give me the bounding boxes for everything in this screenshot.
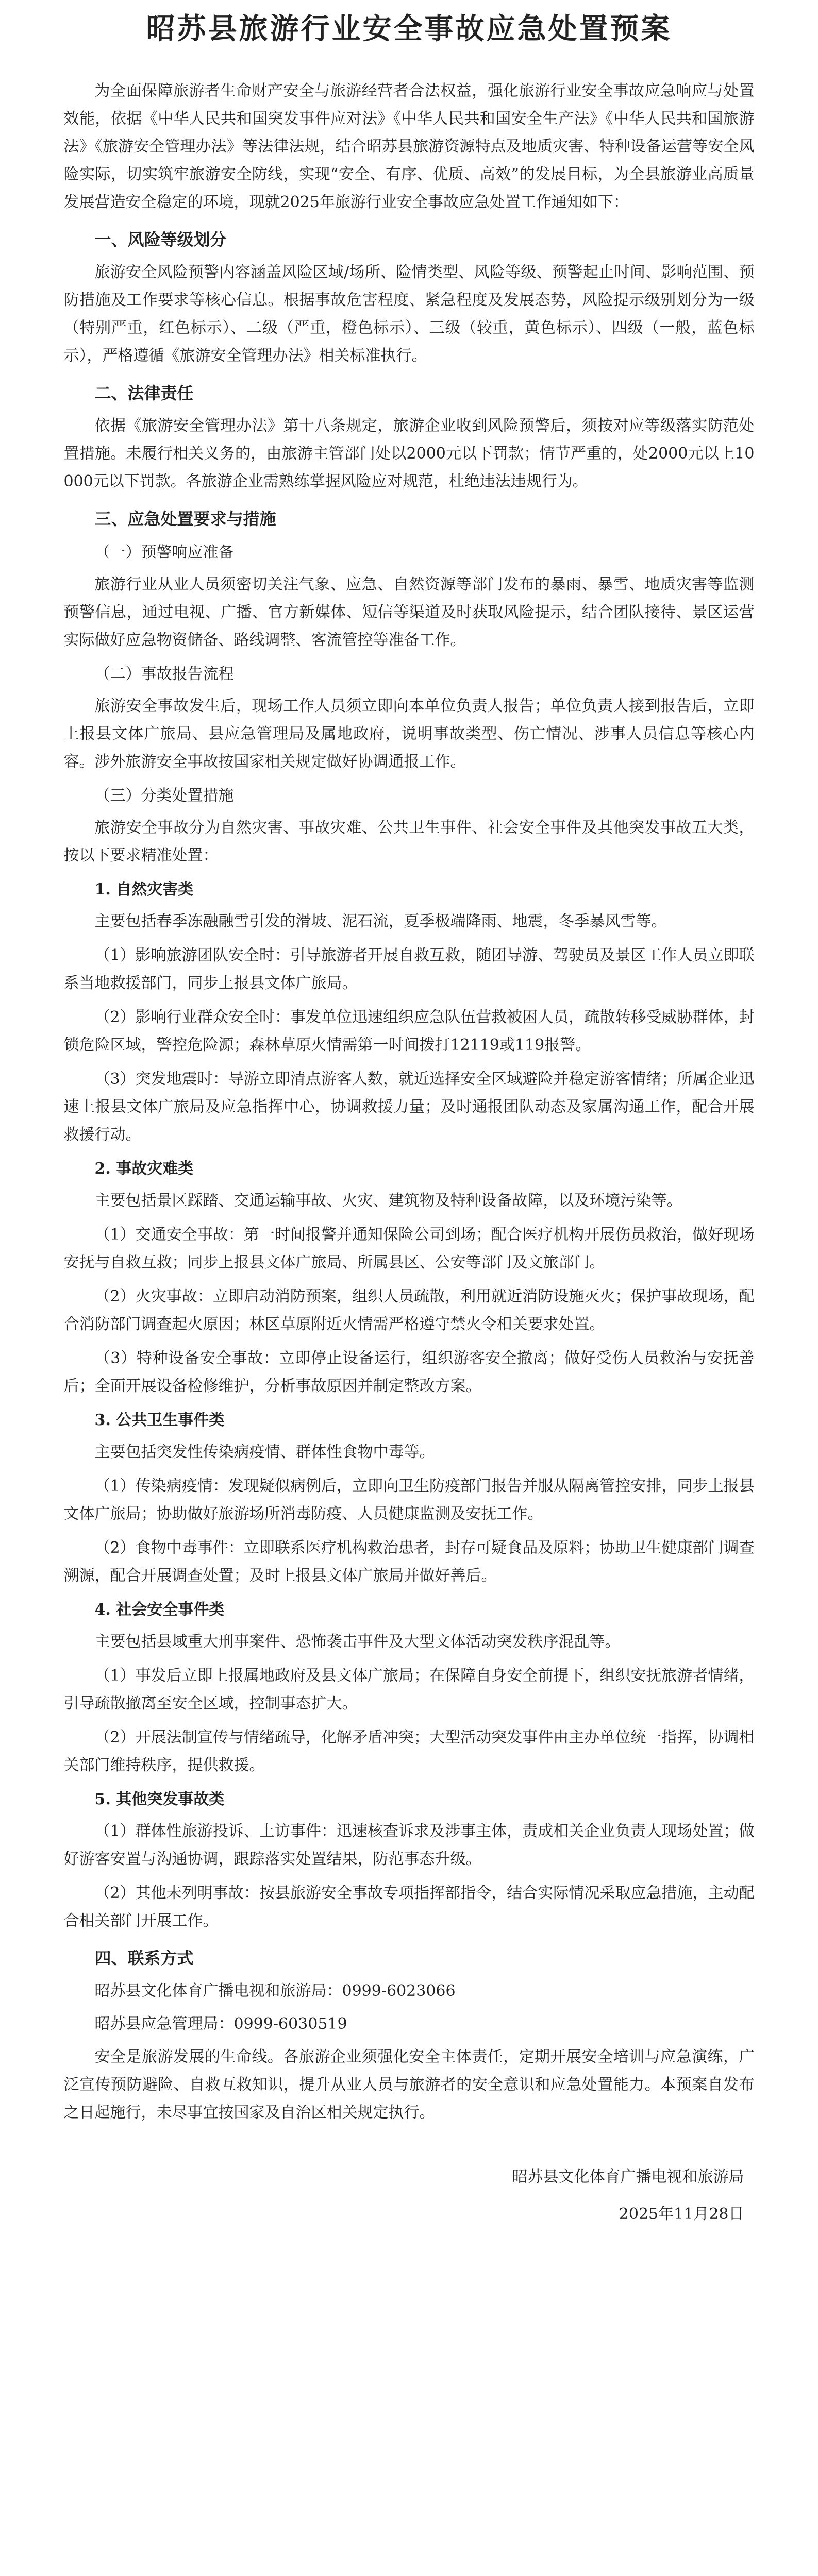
signature-date: 2025年11月28日 [619, 2205, 744, 2223]
category-natural-disaster-item: （1）影响旅游团队安全时：引导旅游者开展自救互救，随团导游、驾驶员及景区工作人员立即联系当地救援部门，同步上报县文体广旅局。 [63, 946, 755, 992]
category-public-health-desc: 主要包括突发性传染病疫情、群体性食物中毒等。 [94, 1443, 435, 1461]
category-natural-disaster-item: （2）影响行业群众安全时：事发单位迅速组织应急队伍营救被困人员，疏散转移受威胁群体，封锁危险区域，警控危险源；森林草原火情需第一时间拨打12119或119报警。 [63, 1008, 755, 1054]
category-accident-item: （3）特种设备安全事故：立即停止设备运行，组织游客安全撤离；做好受伤人员救治与安抚善后；全面开展设备检修维护，分析事故原因并制定整改方案。 [63, 1349, 755, 1395]
subsection-report-heading: （二）事故报告流程 [94, 665, 234, 683]
category-public-health-item: （1）传染病疫情：发现疑似病例后，立即向卫生防疫部门报告并服从隔离管控安排，同步上报县文体广旅局；协助做好旅游场所消毒防疫、人员健康监测及安抚工作。 [63, 1477, 755, 1523]
intro-paragraph: 为全面保障旅游者生命财产安全与旅游经营者合法权益，强化旅游行业安全事故应急响应与处置效能，依据《中华人民共和国突发事件应对法》《中华人民共和国安全生产法》《中华人民共和国旅游法》《旅游安全管理办法》等法律法规，结合昭苏县旅游资源特点及地质灾害、特种设备运营等安全风险实际，切实筑牢旅游安全防线，实现“安全、有序、优质、高效”的发展目标，为全县旅游业高质量发展营造安全稳定的环境，现就2025年旅游行业安全事故应急处置工作通知如下： [63, 82, 755, 211]
section-risk-levels-heading: 一、风险等级划分 [94, 230, 227, 249]
category-social-security-item: （2）开展法制宣传与情绪疏导，化解矛盾冲突；大型活动突发事件由主办单位统一指挥，协调相关部门维持秩序，提供救援。 [63, 1728, 755, 1774]
section-risk-levels-body: 旅游安全风险预警内容涵盖风险区域/场所、险情类型、风险等级、预警起止时间、影响范围、预防措施及工作要求等核心信息。根据事故危害程度、紧急程度及发展态势，风险提示级别划分为一级（特别严重，红色标示）、二级（严重，橙色标示）、三级（较重，黄色标示）、四级（一般，蓝色标示），严格遵循《旅游安全管理办法》相关标准执行。 [63, 263, 755, 365]
section-legal-body: 依据《旅游安全管理办法》第十八条规定，旅游企业收到风险预警后，须按对应等级落实防范处置措施。未履行相关义务的，由旅游主管部门处以2000元以下罚款；情节严重的，处2000元以上10000元以下罚款。各旅游企业需熟练掌握风险应对规范，杜绝违法违规行为。 [63, 417, 755, 490]
category-other-heading: 5. 其他突发事故类 [94, 1790, 225, 1808]
category-social-security-item: （1）事发后立即上报属地政府及县文体广旅局；在保障自身安全前提下，组织安抚旅游者情绪，引导疏散撤离至安全区域，控制事态扩大。 [63, 1667, 755, 1713]
document-title: 昭苏县旅游行业安全事故应急处置预案 [146, 12, 672, 46]
subsection-warning-body: 旅游行业从业人员须密切关注气象、应急、自然资源等部门发布的暴雨、暴雪、地质灾害等监测预警信息，通过电视、广播、官方新媒体、短信等渠道及时获取风险提示，结合团队接待、景区运营实际做好应急物资储备、路线调整、客流管控等准备工作。 [63, 575, 755, 649]
closing-paragraph: 安全是旅游发展的生命线。各旅游企业须强化安全主体责任，定期开展安全培训与应急演练，广泛宣传预防避险、自救互救知识，提升从业人员与旅游者的安全意识和应急处置能力。本预案自发布之日起施行，未尽事宜按国家及自治区相关规定执行。 [63, 2048, 755, 2122]
subsection-classified-body: 旅游安全事故分为自然灾害、事故灾难、公共卫生事件、社会安全事件及其他突发事故五大类，按以下要求精准处置： [63, 819, 755, 865]
signature-org: 昭苏县文化体育广播电视和旅游局 [512, 2168, 744, 2186]
subsection-report-body: 旅游安全事故发生后，现场工作人员须立即向本单位负责人报告；单位负责人接到报告后，立即上报县文体广旅局、县应急管理局及属地政府，说明事故类型、伤亡情况、涉事人员信息等核心内容。涉外旅游安全事故按国家相关规定做好协调通报工作。 [63, 697, 755, 771]
category-social-security-heading: 4. 社会安全事件类 [94, 1601, 225, 1619]
category-other-item: （2）其他未列明事故：按县旅游安全事故专项指挥部指令，结合实际情况采取应急措施，主动配合相关部门开展工作。 [63, 1884, 755, 1930]
contact-emergency-bureau: 昭苏县应急管理局：0999-6030519 [94, 2015, 347, 2033]
subsection-classified-heading: （三）分类处置措施 [94, 787, 234, 805]
category-accident-item: （2）火灾事故：立即启动消防预案，组织人员疏散，利用就近消防设施灭火；保护事故现场，配合消防部门调查起火原因；林区草原附近火情需严格遵守禁火令相关要求处置。 [63, 1287, 755, 1333]
category-accident-desc: 主要包括景区踩踏、交通运输事故、火灾、建筑物及特种设备故障，以及环境污染等。 [94, 1192, 682, 1210]
category-natural-disaster-desc: 主要包括春季冻融融雪引发的滑坡、泥石流，夏季极端降雨、地震，冬季暴风雪等。 [94, 912, 667, 930]
section-response-heading: 三、应急处置要求与措施 [94, 509, 276, 529]
contact-tourism-bureau: 昭苏县文化体育广播电视和旅游局：0999-6023066 [94, 1982, 456, 2000]
subsection-warning-heading: （一）预警响应准备 [94, 544, 234, 562]
category-accident-heading: 2. 事故灾难类 [94, 1160, 194, 1178]
signature-block [64, 2163, 755, 2229]
category-accident-item: （1）交通安全事故：第一时间报警并通知保险公司到场；配合医疗机构开展伤员救治，做好现场安抚与自救互救；同步上报县文体广旅局、所属县区、公安等部门及文旅部门。 [63, 1226, 755, 1272]
category-public-health-item: （2）食物中毒事件：立即联系医疗机构救治患者，封存可疑食品及原料；协助卫生健康部门调查溯源，配合开展调查处置；及时上报县文体广旅局并做好善后。 [63, 1539, 755, 1585]
category-natural-disaster-heading: 1. 自然灾害类 [94, 880, 194, 899]
section-contact-heading: 四、联系方式 [94, 1948, 194, 1968]
category-public-health-heading: 3. 公共卫生事件类 [94, 1411, 225, 1429]
document [64, 0, 755, 2229]
category-other-item: （1）群体性旅游投诉、上访事件：迅速核查诉求及涉事主体，责成相关企业负责人现场处置；做好游客安置与沟通协调，跟踪落实处置结果，防范事态升级。 [63, 1822, 755, 1868]
category-social-security-desc: 主要包括县域重大刑事案件、恐怖袭击事件及大型文体活动突发秩序混乱等。 [94, 1633, 621, 1651]
section-legal-heading: 二、法律责任 [94, 383, 194, 403]
category-natural-disaster-item: （3）突发地震时：导游立即清点游客人数，就近选择安全区域避险并稳定游客情绪；所属企业迅速上报县文体广旅局及应急指挥中心，协调救援力量；及时通报团队动态及家属沟通工作，配合开展救援行动。 [63, 1070, 755, 1144]
